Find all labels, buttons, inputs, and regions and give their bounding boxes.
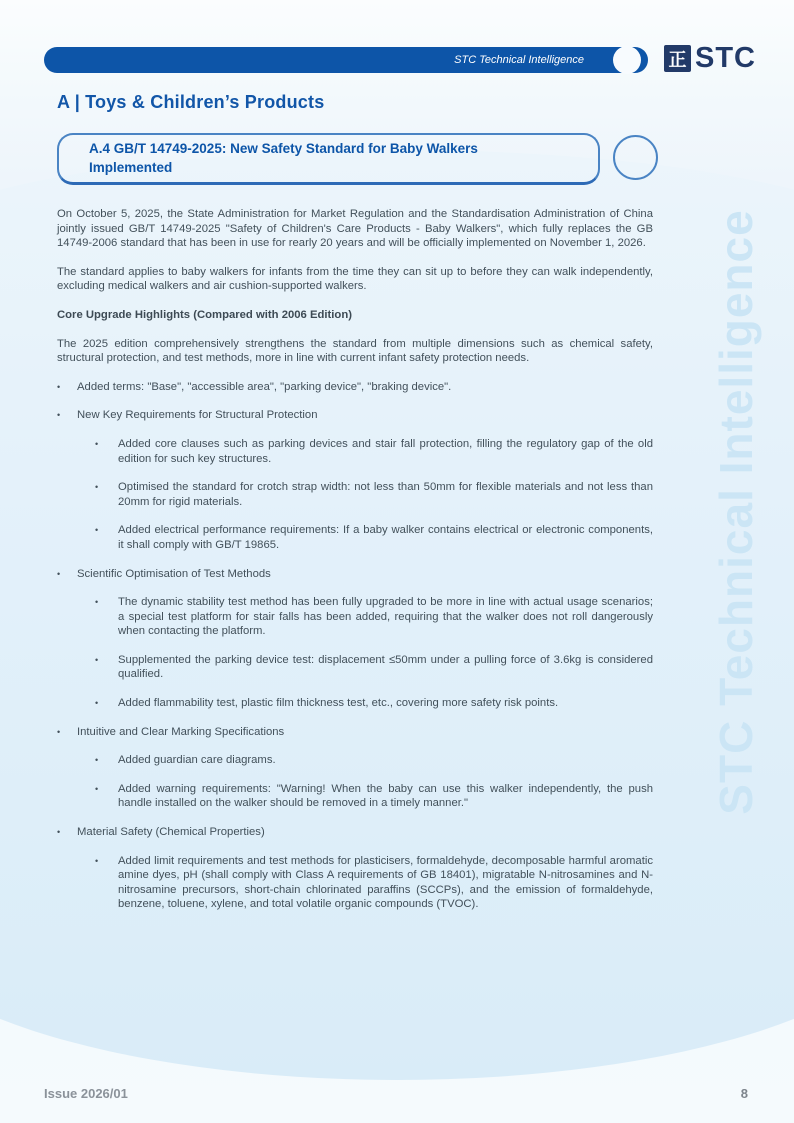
list-item-text: Added warning requirements: "Warning! When the baby can use this walker independently, the push handle installed on the walker should be removed in a timely manner." <box>118 782 653 810</box>
article-body <box>57 207 653 926</box>
list-item-text: Added electrical performance requirements: If a baby walker contains electrical or electronic components, it shall comply with GB/T 19865. <box>118 524 653 551</box>
paragraph: The standard applies to baby walkers for infants from the time they can sit up to before they can walk independently, excluding medical walkers and air cushion-supported walkers. <box>57 265 653 293</box>
list-item-text: Added guardian care diagrams. <box>118 754 276 767</box>
list-item <box>95 854 653 912</box>
list-item-text: Intuitive and Clear Marking Specifications <box>77 725 285 738</box>
article-title-box: A.4 GB/T 14749-2025: New Safety Standard for Baby Walkers Implemented <box>57 133 600 185</box>
footer-page-number: 8 <box>740 1086 748 1101</box>
stc-logo <box>664 42 756 74</box>
list-item-text: Material Safety (Chemical Properties) <box>77 826 265 839</box>
list-item-text: Added limit requirements and test methods for plasticisers, formaldehyde, decomposable harmful aromatic amine dyes, pH (shall comply with Class A requirements of GB 18401), migratable N-nitrosamines and N-nitrosamine precursors, short-chain chlorinated paraffins (SCCPs), and the emission of formaldehyde, benzene, toluene, xylene, and total volatile organic compounds (TVOC). <box>118 854 653 911</box>
list-item <box>95 480 653 509</box>
list-item <box>57 725 653 740</box>
list-item <box>95 595 653 639</box>
list-item <box>95 523 653 552</box>
bullet-icon: • <box>57 410 61 421</box>
list-item-text: New Key Requirements for Structural Protection <box>77 409 318 422</box>
bullet-icon: • <box>95 855 99 866</box>
list-item-text: Added core clauses such as parking devices and stair fall protection, filling the regulatory gap of the old edition for such key structures. <box>118 437 653 465</box>
paragraph: On October 5, 2025, the State Administration for Market Regulation and the Standardisation Administration of China jointly issued GB/T 14749-2025 "Safety of Children's Care Products - Baby Walkers", which fully replaces the GB 14749-2006 standard that has been in use for rearly 20 years and will be officially implemented on November 1, 2026. <box>57 208 653 250</box>
page-title: A | Toys & Children’s Products <box>57 92 325 112</box>
bullet-icon: • <box>95 755 99 766</box>
header-bar-label: STC Technical Intelligence <box>454 54 584 66</box>
bullet-icon: • <box>57 726 61 737</box>
list-item <box>95 437 653 466</box>
list-item <box>95 782 653 811</box>
paragraph: The 2025 edition comprehensively strengthens the standard from multiple dimensions such as chemical safety, structural protection, and test methods, more in line with current infant safety protection needs. <box>57 337 653 365</box>
bullet-icon: • <box>57 827 61 838</box>
article-title-row <box>57 133 658 185</box>
list-item-text: The dynamic stability test method has been fully upgraded to be more in line with actual usage scenarios; a special test platform for stair falls has been added, requiring that the walker does not roll dangerously when contacting the platform. <box>118 596 653 638</box>
list-item-text: Optimised the standard for crotch strap width: not less than 50mm for flexible materials and not less than 20mm for rigid materials. <box>118 481 653 508</box>
title-circle-decoration <box>613 135 658 180</box>
list-item-text: Added terms: "Base", "accessible area", "parking device", "braking device". <box>77 380 452 393</box>
list-item <box>95 753 653 768</box>
list-item <box>57 380 653 395</box>
stc-logo-icon: 正 <box>664 45 691 72</box>
bullet-icon: • <box>95 698 99 709</box>
list-item <box>57 408 653 423</box>
list-item <box>95 653 653 682</box>
bullet-icon: • <box>57 381 61 392</box>
list-item <box>57 567 653 582</box>
section-heading: Core Upgrade Highlights (Compared with 2006 Edition) <box>57 308 352 321</box>
vertical-watermark: STC Technical Intelligence <box>710 209 762 815</box>
header-bar-notch <box>613 46 641 74</box>
list-item-text: Supplemented the parking device test: displacement ≤50mm under a pulling force of 3.6kg is considered qualified. <box>118 653 653 681</box>
stc-logo-text: STC <box>695 42 756 74</box>
bullet-icon: • <box>95 438 99 449</box>
bullet-icon: • <box>95 597 99 608</box>
bullet-icon: • <box>57 568 61 579</box>
list-item <box>57 825 653 840</box>
header-bar <box>44 47 648 73</box>
list-item-text: Scientific Optimisation of Test Methods <box>77 567 271 580</box>
bullet-icon: • <box>95 525 99 536</box>
bullet-icon: • <box>95 783 99 794</box>
bullet-icon: • <box>95 482 99 493</box>
bullet-icon: • <box>95 654 99 665</box>
list-item <box>95 696 653 711</box>
list-item-text: Added flammability test, plastic film thickness test, etc., covering more safety risk points. <box>118 697 559 710</box>
footer-issue: Issue 2026/01 <box>44 1086 128 1101</box>
